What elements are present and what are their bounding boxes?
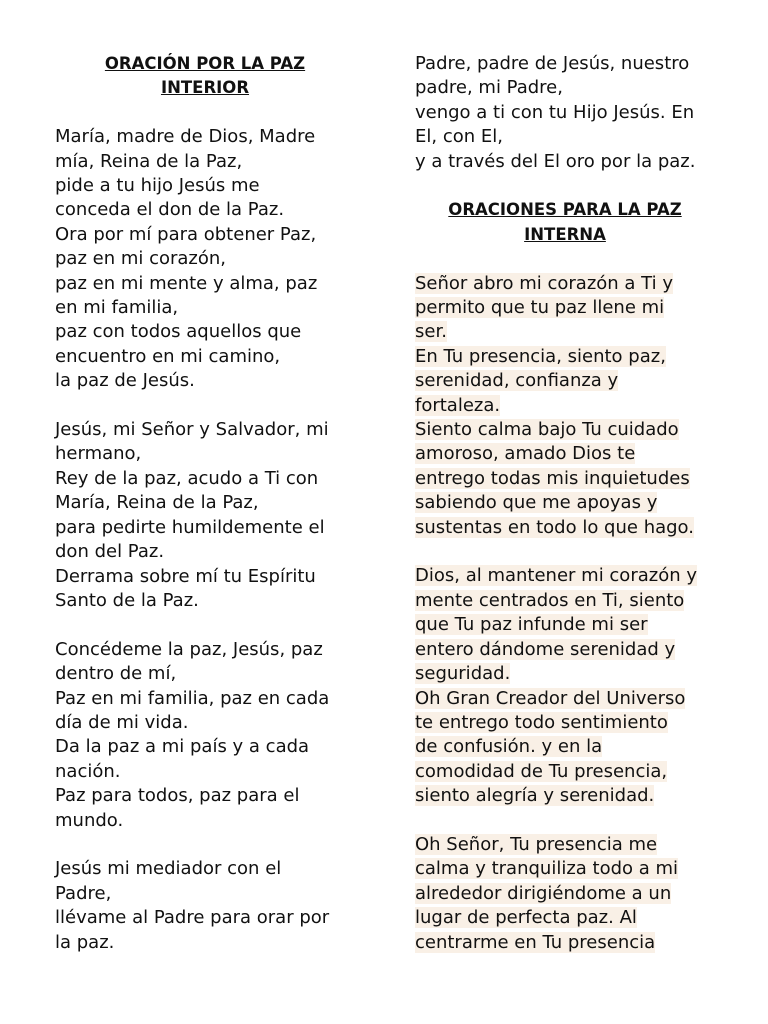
highlighted-text-line: permito que tu paz llene mi bbox=[415, 297, 665, 319]
text-line: Concédeme la paz, Jesús, paz bbox=[55, 638, 323, 660]
text-line: la paz de Jesús. bbox=[55, 370, 195, 392]
text-line: padre, mi Padre, bbox=[415, 77, 563, 99]
text-line: encuentro en mi camino, bbox=[55, 345, 281, 367]
text-line: María, Reina de la Paz, bbox=[55, 492, 259, 514]
highlighted-text-line: de confusión. y en la bbox=[415, 736, 603, 758]
right-paragraph-3 bbox=[415, 833, 715, 955]
text-line: conceda el don de la Paz. bbox=[55, 199, 285, 221]
text-line: y a través del El oro por la paz. bbox=[415, 150, 696, 172]
highlighted-text-line: entero dándome serenidad y bbox=[415, 638, 676, 660]
highlighted-text-line: entrego todas mis inquietudes bbox=[415, 467, 690, 489]
left-paragraph-1 bbox=[55, 125, 355, 393]
text-line: Rey de la paz, acudo a Ti con bbox=[55, 467, 319, 489]
right-title-line: ORACIONES PARA LA PAZ bbox=[448, 200, 682, 220]
text-line: nación. bbox=[55, 760, 121, 782]
highlighted-text-line: Siento calma bajo Tu cuidado bbox=[415, 419, 679, 441]
highlighted-text-line: amoroso, amado Dios te bbox=[415, 443, 636, 465]
highlighted-text-line: sustentas en todo lo que hago. bbox=[415, 516, 694, 538]
highlighted-text-line: mente centrados en Ti, siento bbox=[415, 589, 685, 611]
highlighted-text-line: seguridad. bbox=[415, 663, 511, 685]
text-line: para pedirte humildemente el bbox=[55, 516, 325, 538]
text-line: don del Paz. bbox=[55, 541, 165, 563]
highlighted-text-line: En Tu presencia, siento paz, bbox=[415, 345, 666, 367]
highlighted-text-line: sabiendo que me apoyas y bbox=[415, 492, 658, 514]
highlighted-text-line: calma y tranquiliza todo a mi bbox=[415, 858, 679, 880]
text-line: pide a tu hijo Jesús me bbox=[55, 175, 260, 197]
right-title bbox=[415, 198, 715, 247]
text-line: día de mi vida. bbox=[55, 711, 189, 733]
text-line: María, madre de Dios, Madre bbox=[55, 126, 316, 148]
text-line: Padre, padre de Jesús, nuestro bbox=[415, 53, 690, 74]
text-line: El, con El, bbox=[415, 126, 503, 148]
left-paragraph-4 bbox=[55, 857, 355, 955]
text-line: Da la paz a mi país y a cada bbox=[55, 736, 310, 758]
text-line: hermano, bbox=[55, 443, 142, 465]
text-line: paz en mi corazón, bbox=[55, 248, 227, 270]
right-title-line: INTERNA bbox=[524, 224, 606, 244]
text-line: Paz para todos, paz para el bbox=[55, 785, 300, 807]
text-line: mía, Reina de la Paz, bbox=[55, 150, 243, 172]
highlighted-text-line: lugar de perfecta paz. Al bbox=[415, 907, 637, 929]
text-line: paz en mi mente y alma, paz bbox=[55, 272, 318, 294]
text-line: mundo. bbox=[55, 809, 124, 831]
text-line: Jesús mi mediador con el bbox=[55, 858, 282, 880]
left-paragraph-3 bbox=[55, 638, 355, 833]
left-title-line: INTERIOR bbox=[160, 78, 250, 98]
right-intro bbox=[415, 52, 715, 174]
highlighted-text-line: centrarme en Tu presencia bbox=[415, 931, 656, 953]
highlighted-text-line: Oh Señor, Tu presencia me bbox=[415, 833, 658, 855]
highlighted-text-line: Oh Gran Creador del Universo bbox=[415, 687, 686, 709]
left-title-line: ORACIÓN POR LA PAZ bbox=[104, 54, 306, 73]
highlighted-text-line: te entrego todo sentimiento bbox=[415, 711, 668, 733]
highlighted-text-line: Dios, al mantener mi corazón y bbox=[415, 565, 697, 587]
text-line: Padre, bbox=[55, 882, 112, 904]
text-line: en mi familia, bbox=[55, 297, 179, 319]
text-line: vengo a ti con tu Hijo Jesús. En bbox=[415, 101, 695, 123]
highlighted-text-line: alrededor dirigiéndome a un bbox=[415, 882, 672, 904]
highlighted-text-line: fortaleza. bbox=[415, 394, 501, 416]
highlighted-text-line: que Tu paz infunde mi ser bbox=[415, 614, 648, 636]
text-line: paz con todos aquellos que bbox=[55, 321, 302, 343]
left-title bbox=[55, 52, 355, 101]
text-line: la paz. bbox=[55, 931, 115, 953]
text-line: llévame al Padre para orar por bbox=[55, 907, 330, 929]
highlighted-text-line: comodidad de Tu presencia, bbox=[415, 760, 668, 782]
highlighted-text-line: serenidad, confianza y bbox=[415, 370, 619, 392]
left-column bbox=[55, 52, 355, 979]
text-line: Paz en mi familia, paz en cada bbox=[55, 687, 330, 709]
text-line: dentro de mí, bbox=[55, 663, 177, 685]
text-line: Santo de la Paz. bbox=[55, 589, 199, 611]
right-column bbox=[415, 52, 715, 979]
text-line: Ora por mí para obtener Paz, bbox=[55, 223, 317, 245]
highlighted-text-line: siento alegría y serenidad. bbox=[415, 785, 655, 807]
text-line: Derrama sobre mí tu Espíritu bbox=[55, 565, 316, 587]
highlighted-text-line: ser. bbox=[415, 321, 447, 343]
highlighted-text-line: Señor abro mi corazón a Ti y bbox=[415, 272, 673, 294]
text-line: Jesús, mi Señor y Salvador, mi bbox=[55, 419, 329, 441]
right-paragraph-2 bbox=[415, 564, 715, 808]
right-paragraph-1 bbox=[415, 272, 715, 540]
left-paragraph-2 bbox=[55, 418, 355, 613]
